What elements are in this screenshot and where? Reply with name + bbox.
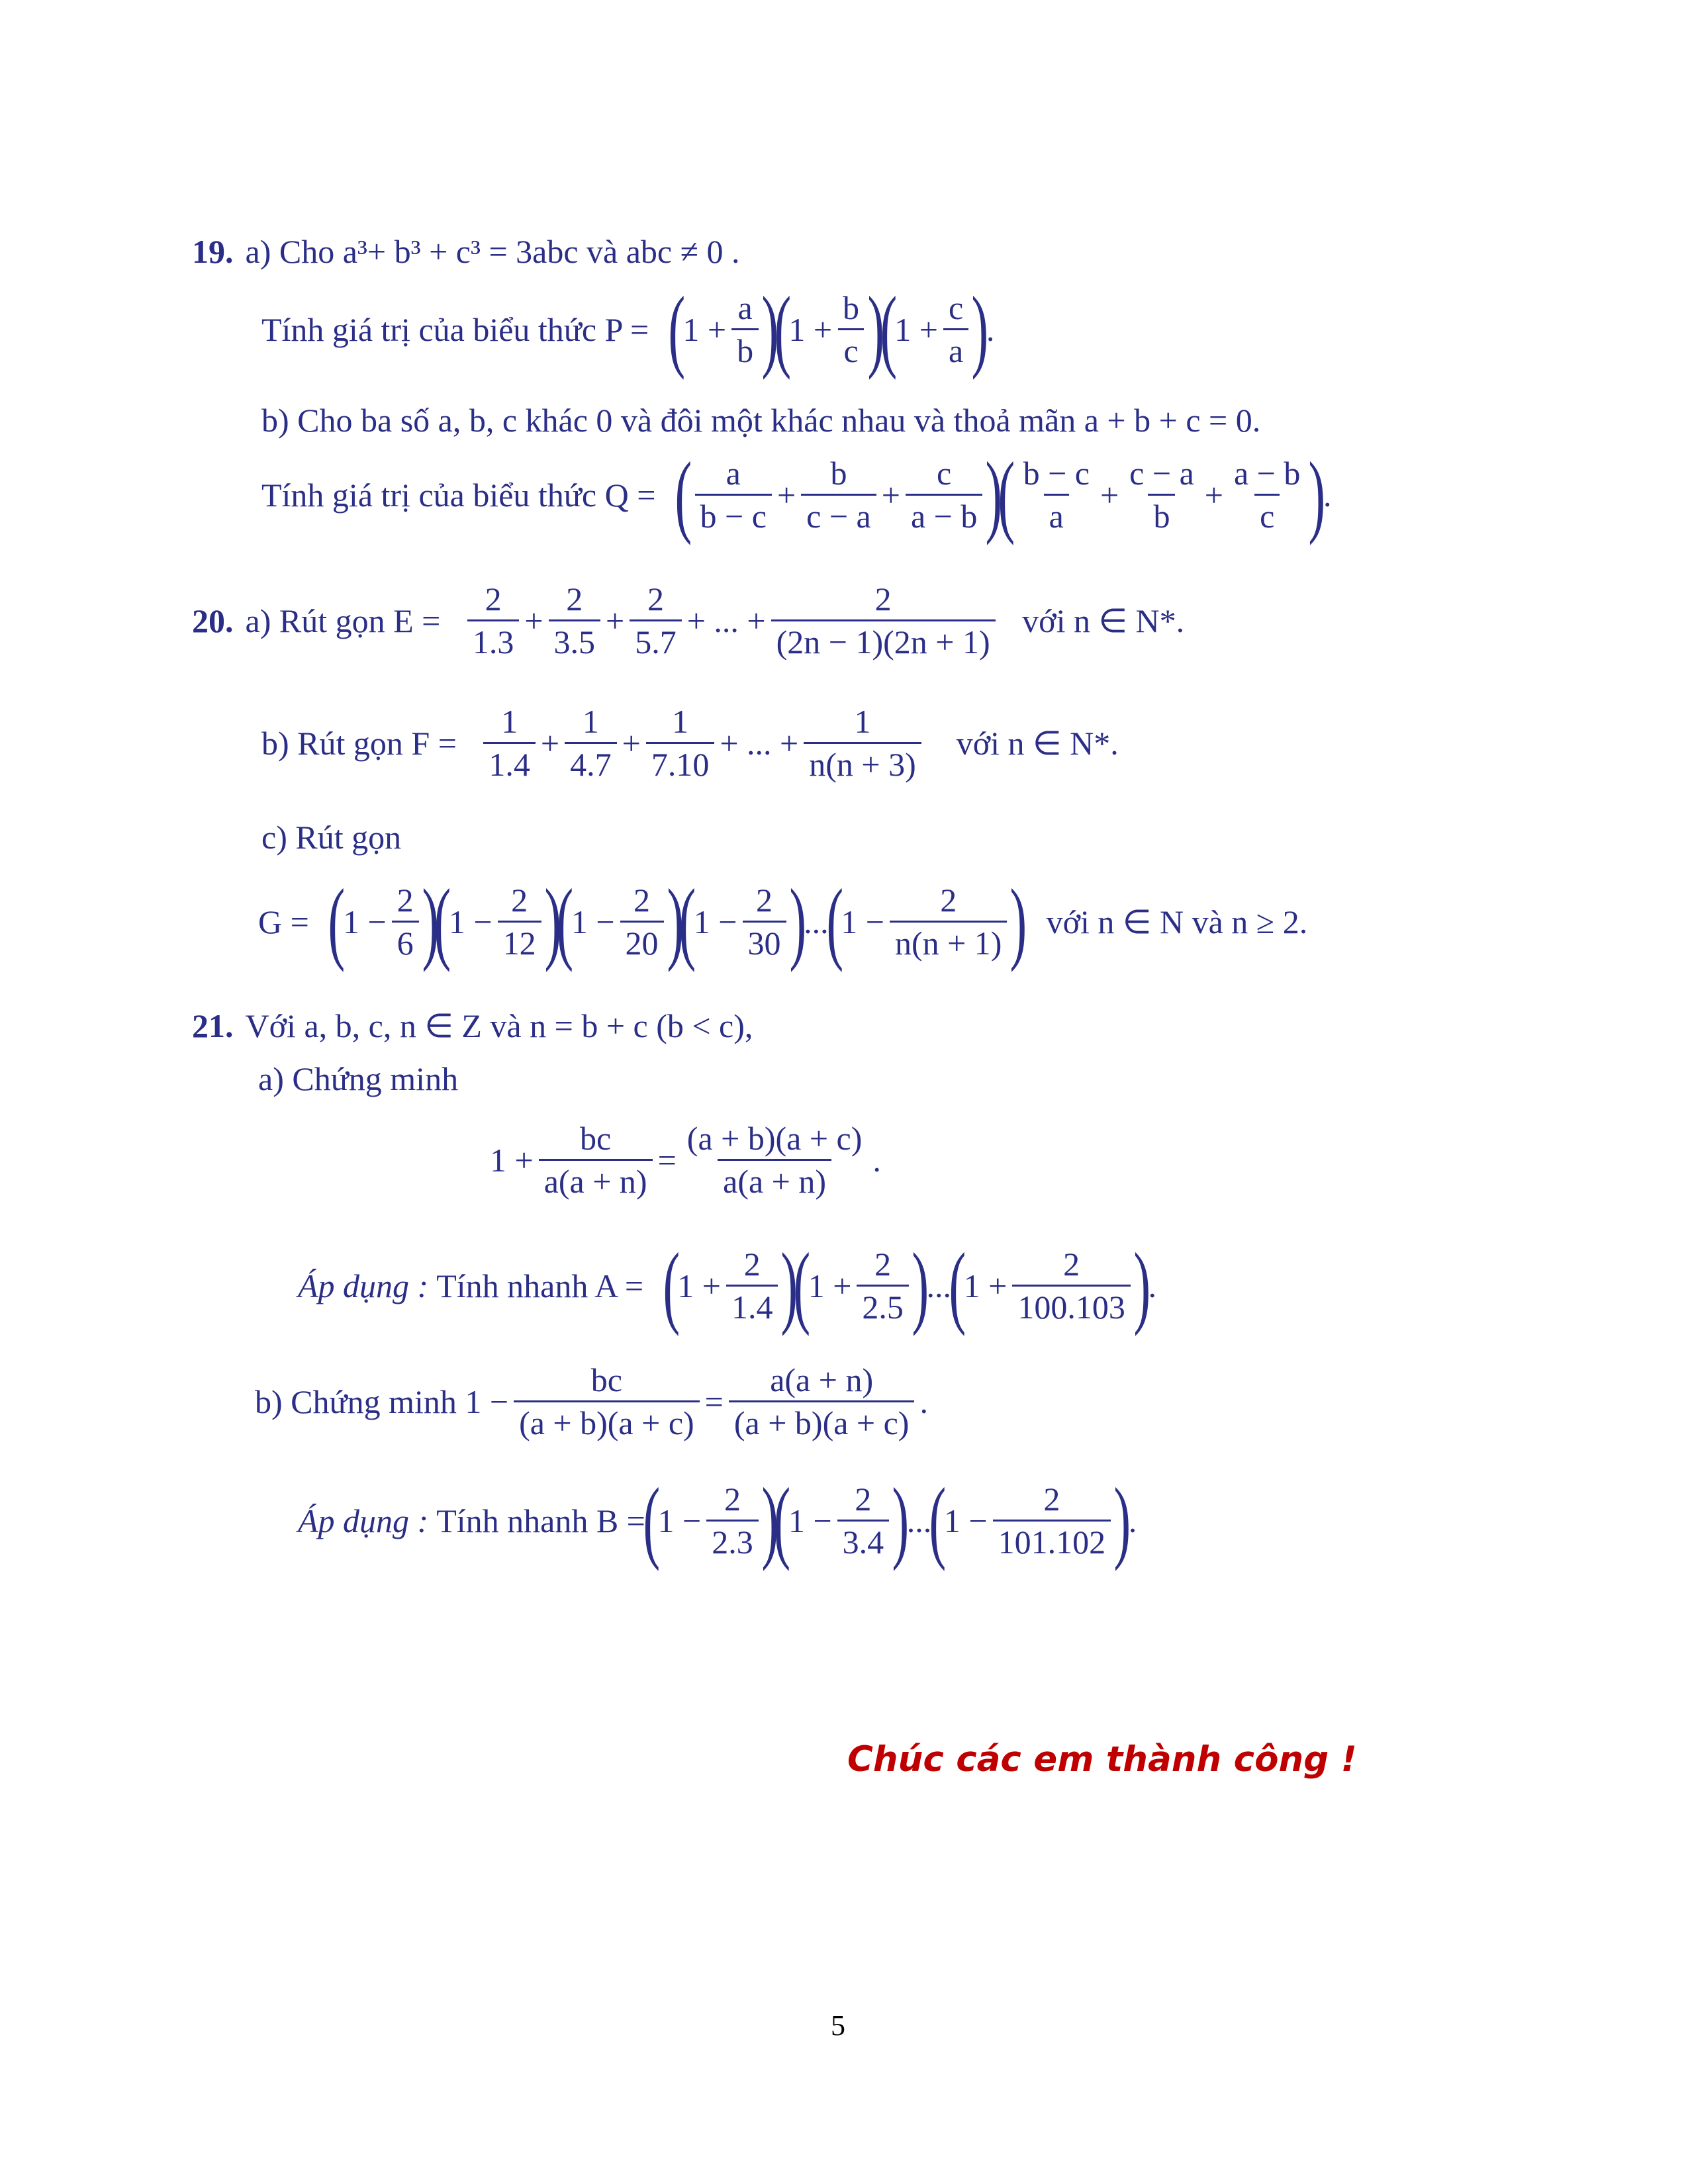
problem-21-intro — [192, 1009, 753, 1042]
problem-20-a-condition: với n ∈ N*. — [1022, 602, 1185, 639]
problem-21-b-label: b) Chứng minh 1 − — [255, 1383, 509, 1420]
apply-label: Áp dụng : — [298, 1502, 429, 1539]
problem-21-a — [258, 1062, 458, 1095]
problem-21-b: b) Chứng minh 1 − $\frac{bc}{(a + b)(a + c)}$ = $\frac{a(a + n)}{(a + b)(a + c)}$ . — [255, 1361, 928, 1441]
apply-a-text: Tính nhanh A = — [436, 1267, 644, 1304]
problem-19-b-expression: Tính giá trị của biểu thức Q = ( $\frac{a}{b - c}$ + $\frac{b}{c - a}$ + $\frac{c}{a - b}$ ) ( $\frac{b - c}{a}$ + $\frac{c - a}{b}$ + $\frac{a - b}{c}$ ) . — [261, 443, 1332, 546]
apply-b-text: Tính nhanh B = — [436, 1502, 645, 1539]
problem-20-b: b) Rút gọn F = $\frac{1}{1.4}$ + $\frac{1}{4.7}$ + $\frac{1}{7.10}$ + ... + $\frac{1}{n(n + 3)}$ với n ∈ N*. — [261, 703, 1119, 783]
problem-19-number: 19. — [192, 233, 234, 270]
problem-21-a-identity: 1 + $\frac{bc}{a(a + n)}$ = $\frac{(a + b)(a + c)}{a(a + n)}$ . — [490, 1120, 881, 1200]
problem-19-b-text: b) Cho ba số a, b, c khác 0 và đôi một khác nhau và thoả mãn a + b + c = 0. — [261, 402, 1261, 439]
problem-20-c — [261, 821, 401, 854]
problem-20-c-text: c) Rút gọn — [261, 819, 402, 856]
problem-19-a-expression: Tính giá trị của biểu thức P = ( 1 + $\frac{a}{b}$ ) ( 1 + $\frac{b}{c}$ ) ( 1 + $\frac{c}{a}$ ) . — [261, 277, 995, 381]
problem-20-g-expression: G = ( 1 − $\frac{2}{6}$ ) ( 1 − $\frac{2}{12}$ ) ( 1 − $\frac{2}{20}$ ) ( 1 − $\frac{2}{30}$ ) ... ( 1 − $\frac{2}{n(n + 1)}$ ) với n ∈ N và n ≥ 2. — [258, 870, 1308, 973]
fraction: $\frac{a}{b}$ — [731, 291, 759, 367]
problem-20-a: 20. a) Rút gọn E = $\frac{2}{1.3}$ + $\frac{2}{3.5}$ + $\frac{2}{5.7}$ + ... + $\frac{2}{(2n - 1)(2n + 1)}$ với n ∈ N*. — [192, 580, 1185, 660]
problem-20-number: 20. — [192, 602, 234, 639]
apply-label: Áp dụng : — [298, 1267, 429, 1304]
problem-21-intro-text: Với a, b, c, n ∈ Z và n = b + c (b < c), — [245, 1007, 753, 1044]
problem-19-p-label: Tính giá trị của biểu thức P = — [261, 310, 649, 348]
problem-21-b-apply: Áp dụng : Tính nhanh B = ( 1 − $\frac{2}{2.3}$ ) ( 1 − $\frac{2}{3.4}$ ) ... ( 1 − $\frac{2}{101.102}$ ) . — [298, 1469, 1137, 1572]
problem-21-a-text: a) Chứng minh — [258, 1060, 459, 1097]
problem-19-b — [261, 404, 1260, 437]
fraction: $\frac{c}{a}$ — [943, 291, 968, 367]
scanned-exercise-sheet — [192, 212, 1483, 1635]
problem-19-a-text: a) Cho a³+ b³ + c³ = 3abc và abc ≠ 0 . — [245, 233, 740, 270]
page-number: 5 — [831, 2009, 845, 2042]
problem-19-q-label: Tính giá trị của biểu thức Q = — [261, 476, 656, 514]
problem-20-b-condition: với n ∈ N*. — [956, 724, 1119, 762]
closing-message: Chúc các em thành công ! — [847, 1739, 1357, 1780]
problem-21-a-apply: Áp dụng : Tính nhanh A = ( 1 + $\frac{2}{1.4}$ ) ( 1 + $\frac{2}{2.5}$ ) ... ( 1 + $\frac{2}{100.103}$ ) . — [298, 1234, 1156, 1337]
problem-20-c-condition: với n ∈ N và n ≥ 2. — [1046, 903, 1308, 940]
problem-19-a — [192, 235, 740, 268]
problem-20-g-label: G = — [258, 903, 309, 940]
problem-21-number: 21. — [192, 1007, 234, 1044]
fraction: $\frac{b}{c}$ — [837, 291, 865, 367]
problem-20-f-label: b) Rút gọn F = — [261, 724, 457, 762]
problem-20-e-label: a) Rút gọn E = — [245, 602, 441, 639]
